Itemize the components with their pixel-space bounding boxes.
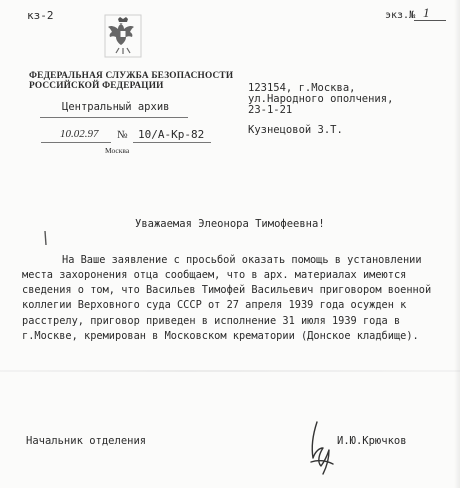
copy-underline <box>414 20 446 21</box>
body-line: коллегии Верховного суда СССР от 27 апреля 1939 года осужден к <box>22 299 407 311</box>
outgoing-number: 10/А-Кр-82 <box>138 128 205 141</box>
body-line: г.Москве, кремирован в Московском крематории (Донское кладбище). <box>22 330 419 342</box>
coat-of-arms-icon <box>104 14 142 58</box>
paper-fold <box>0 370 460 372</box>
body-line: расстрелу, приговор приведен в исполнение 31 июля 1939 года в <box>22 315 401 327</box>
ink-mark-icon <box>42 230 48 246</box>
signatory-name: И.Ю.Крючков <box>337 435 407 447</box>
org-name-line1: ФЕДЕРАЛЬНАЯ СЛУЖБА БЕЗОПАСНОСТИ <box>29 71 234 81</box>
department-underline <box>40 117 188 118</box>
issuing-city: Москва <box>105 146 130 155</box>
copy-label: экз.№ <box>385 10 416 21</box>
form-code: кз-2 <box>27 9 54 22</box>
recipient-address-line1: 123154, г.Москва, <box>248 82 356 94</box>
body-line: сведения о том, что Васильев Тимофей Васильевич приговором военной <box>22 284 432 296</box>
copy-number: 1 <box>423 5 430 20</box>
letter-date: 10.02.97 <box>60 128 99 140</box>
date-underline <box>41 142 111 143</box>
paper-edge-shadow <box>454 0 460 488</box>
signatory-title: Начальник отделения <box>26 435 147 447</box>
recipient-address-line2: ул.Народного ополчения, <box>248 93 394 105</box>
org-name-line2: РОССИЙСКОЙ ФЕДЕРАЦИИ <box>29 81 164 91</box>
recipient-address-line3: 23-1-21 <box>248 104 293 116</box>
department-name: Центральный архив <box>62 101 170 113</box>
salutation: Уважаемая Элеонора Тимофеевна! <box>135 218 325 230</box>
number-underline <box>133 142 211 143</box>
number-sign: № <box>117 129 128 141</box>
recipient-name: Кузнецовой З.Т. <box>248 124 343 136</box>
handwritten-signature <box>303 418 339 480</box>
body-line: На Ваше заявление с просьбой оказать помощь в установлении <box>62 254 422 266</box>
body-line: места захоронения отца сообщаем, что в арх. материалах имеются <box>22 269 407 281</box>
